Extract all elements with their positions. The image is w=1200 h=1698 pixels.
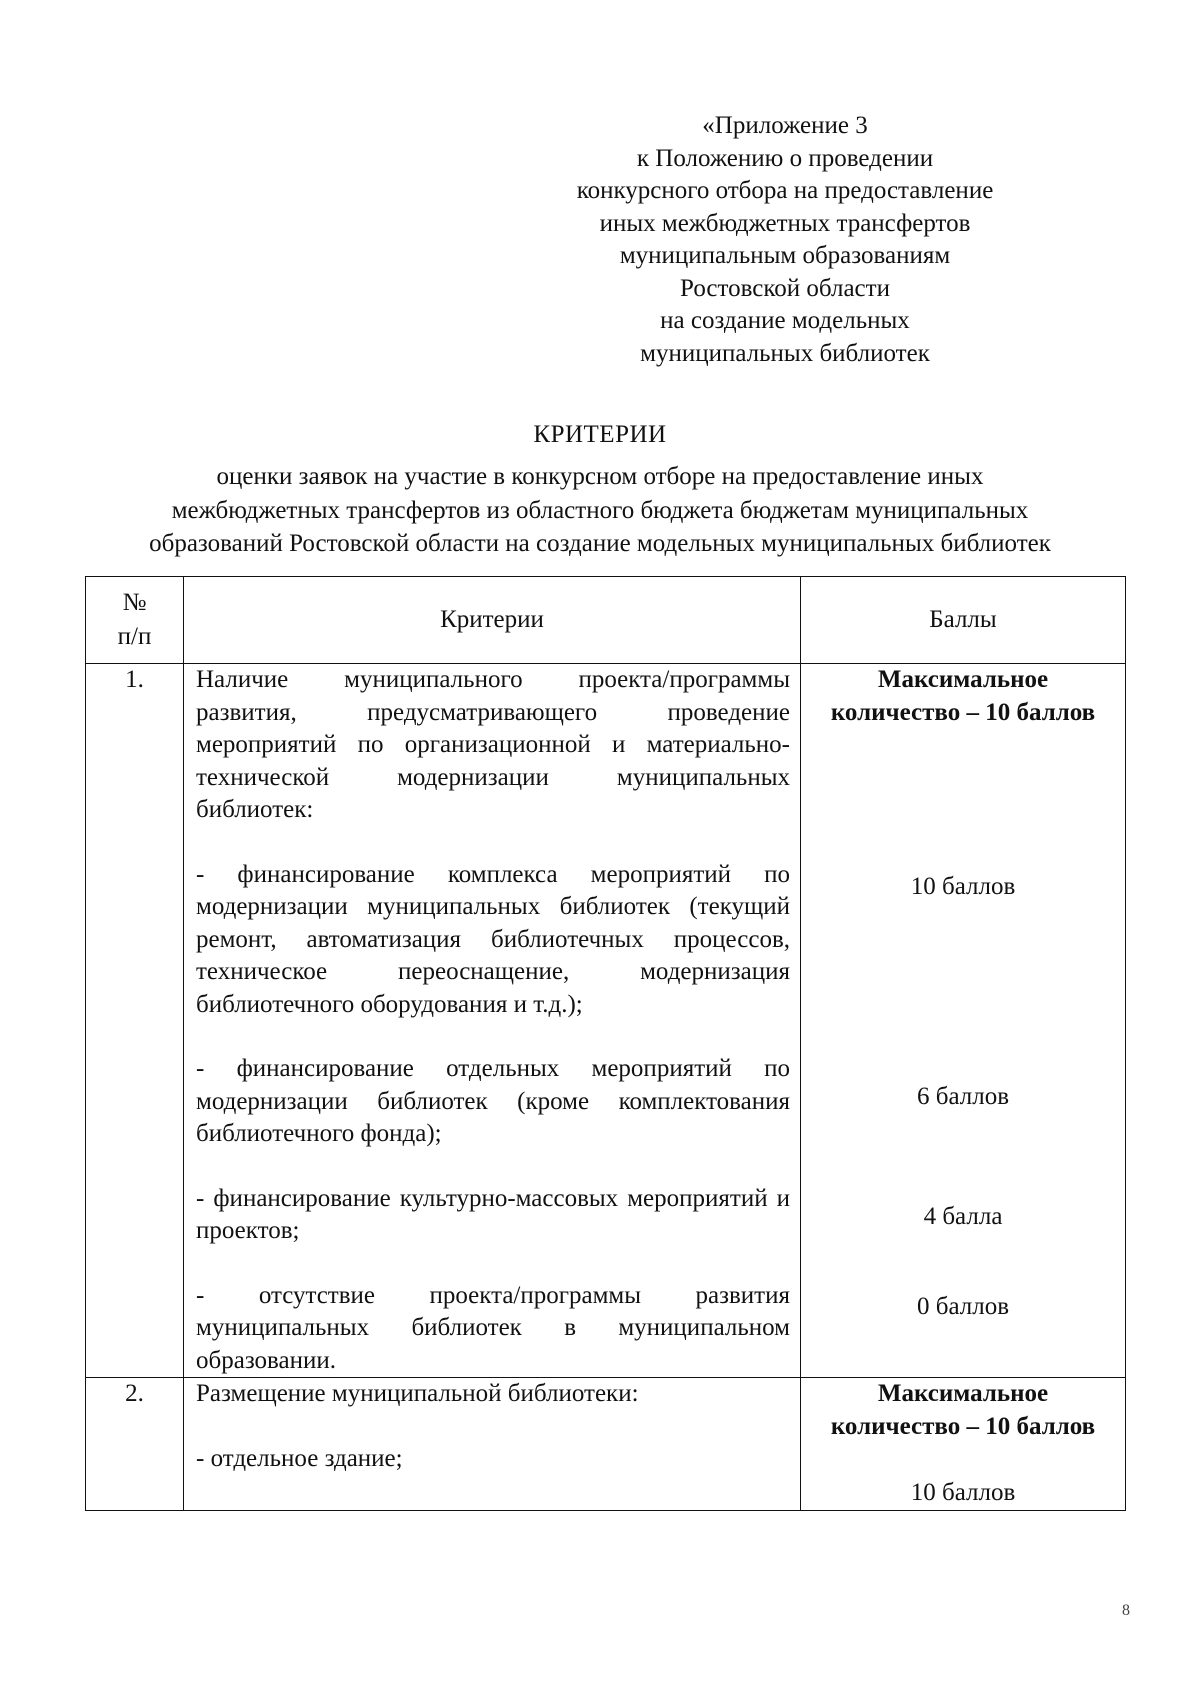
header-number-symbol: № [122, 589, 147, 616]
header-criteria: Критерии [184, 577, 801, 664]
subtitle-line: межбюджетных трансфертов из областного бюджета бюджетам муниципальных [171, 496, 1029, 524]
max-points-value: количество – 10 баллов [830, 698, 1096, 726]
appendix-line: на создание модельных [660, 307, 910, 334]
criterion-item: - финансирование отдельных мероприятий по модернизации библиотек (кроме комплектования библиотечного фонда); [196, 1055, 790, 1147]
appendix-line: «Приложение 3 [702, 112, 868, 139]
appendix-line: конкурсного отбора на предоставление [576, 177, 994, 204]
appendix-line: муниципальным образованиям [619, 242, 951, 269]
item-points: 4 балла [923, 1203, 1003, 1230]
subtitle-line: образований Ростовской области на создание модельных муниципальных библиотек [149, 530, 1051, 557]
criteria-table [85, 576, 1126, 1511]
table-row [86, 664, 1126, 1378]
subtitle-line: оценки заявок на участие в конкурсном отборе на предоставление иных [216, 463, 984, 490]
document-subtitle [60, 460, 1140, 561]
appendix-line: муниципальных библиотек [640, 339, 930, 367]
document-title: КРИТЕРИИ [533, 421, 667, 448]
row-points [801, 664, 1126, 1378]
row-criteria [184, 1378, 801, 1511]
row-criteria [184, 664, 801, 1378]
header-number-abbr: п/п [117, 623, 152, 650]
criterion-intro: Размещение муниципальной библиотеки: [196, 1380, 639, 1407]
row-points [801, 1378, 1126, 1511]
page-number: 8 [1122, 1602, 1130, 1619]
criterion-item: - отдельное здание; [196, 1444, 403, 1472]
item-points: 6 баллов [916, 1083, 1010, 1110]
table-row [86, 1378, 1126, 1511]
max-points-value: количество – 10 баллов [830, 1412, 1096, 1440]
item-points: 0 баллов [916, 1293, 1010, 1320]
appendix-line: к Положению о проведении [636, 144, 934, 172]
appendix-header [560, 110, 1010, 370]
appendix-line: иных межбюджетных трансфертов [599, 209, 971, 237]
appendix-line: Ростовской области [680, 274, 890, 302]
criterion-item: - финансирование комплекса мероприятий по модернизации муниципальных библиотек (текущий ремонт, автоматизация библиотечных процессов, техническое переоснащение, модернизация библиотечного оборудования и т.д.); [196, 860, 790, 1018]
row-number: 1. [86, 664, 184, 1378]
criterion-intro: Наличие муниципального проекта/программы развития, предусматривающего проведение мероприятий по организационной и материально-технической модернизации муниципальных библиотек: [196, 666, 790, 823]
max-points-label: Максимальное [877, 666, 1049, 693]
item-points: 10 баллов [910, 1479, 1016, 1506]
row-number: 2. [86, 1378, 184, 1511]
header-points: Баллы [801, 577, 1126, 664]
criterion-item: - отсутствие проекта/программы развития муниципальных библиотек в муниципальном образовании. [196, 1281, 790, 1374]
max-points-label: Максимальное [877, 1380, 1049, 1407]
item-points: 10 баллов [910, 873, 1016, 900]
header-number [86, 577, 184, 664]
table-header-row [86, 577, 1126, 664]
criterion-item: - финансирование культурно-массовых мероприятий и проектов; [196, 1184, 790, 1244]
